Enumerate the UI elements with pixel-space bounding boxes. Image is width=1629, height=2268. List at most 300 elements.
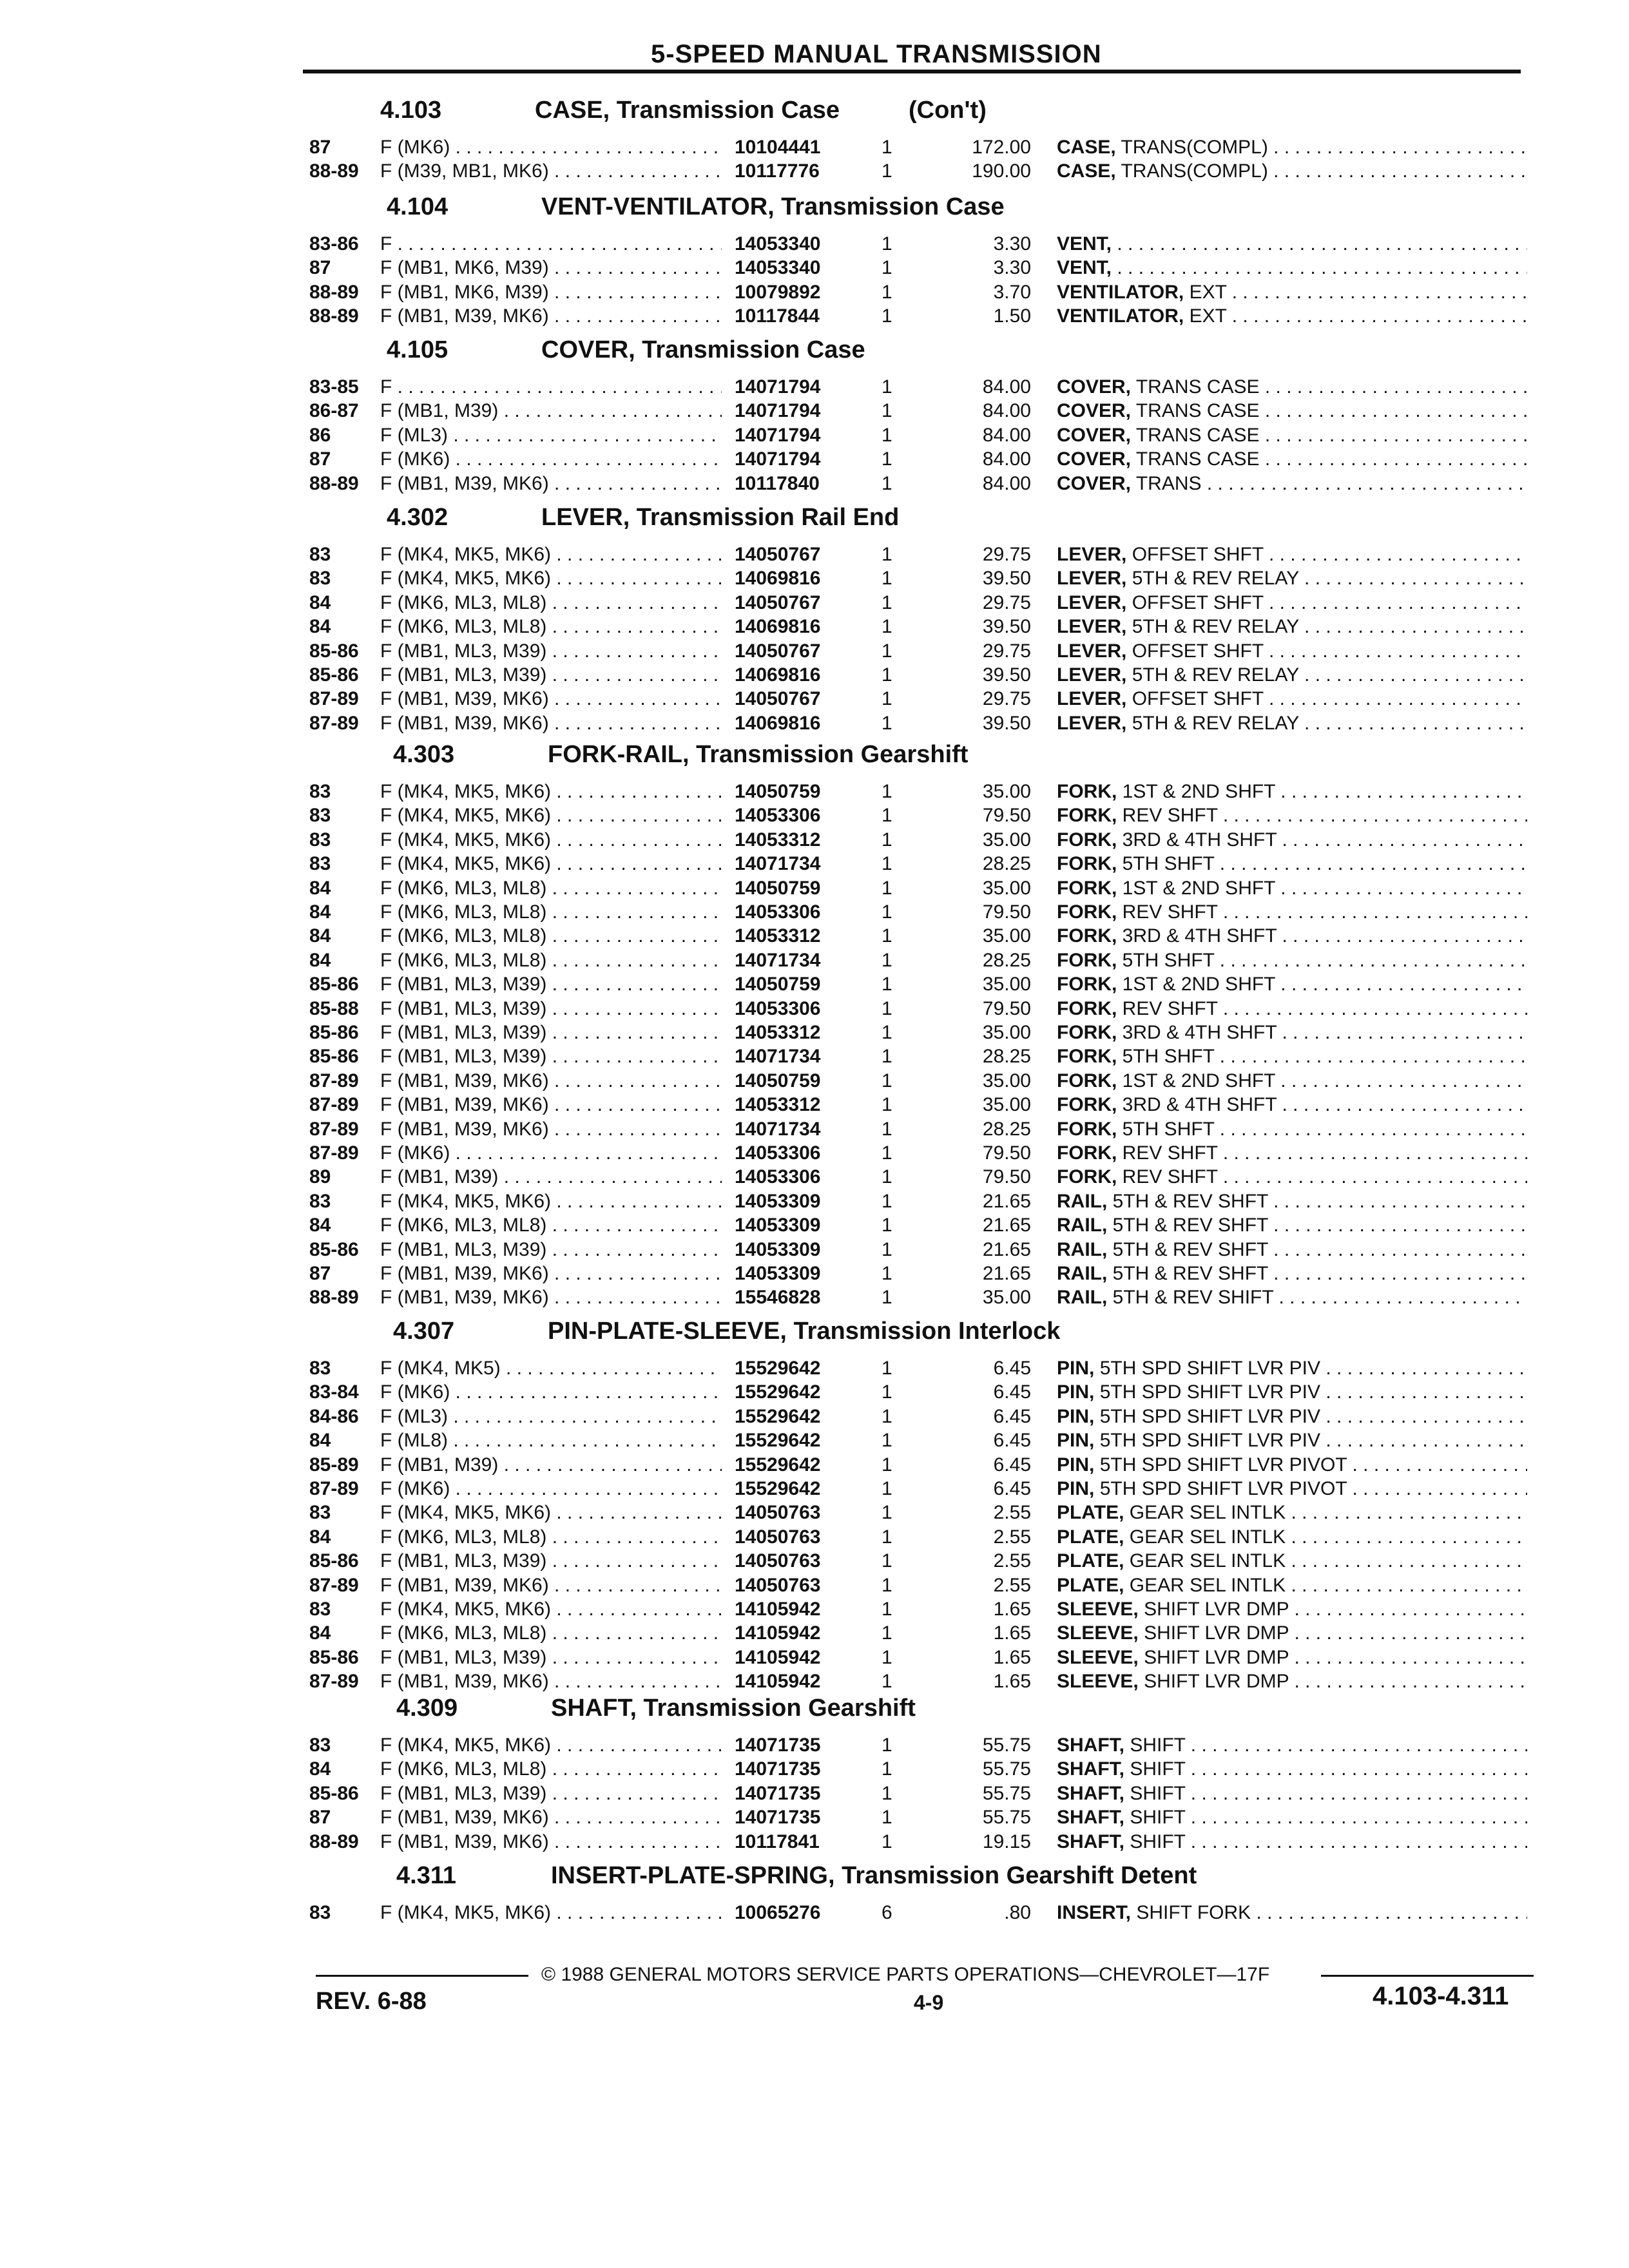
quantity: 1 [882, 1191, 892, 1212]
description-name: RAIL, [1057, 1287, 1108, 1308]
model-year: 85-89 [309, 1454, 359, 1475]
model-year: 83 [309, 781, 331, 802]
model-applicability: F (MB1, M39, MK6) . . . [380, 688, 722, 710]
part-description [1057, 1647, 1527, 1669]
parts-row [0, 568, 1629, 591]
section-code: 4.104 [387, 193, 448, 220]
model-year: 84 [309, 1526, 331, 1548]
description-name: SHAFT, [1057, 1807, 1124, 1828]
list-price: 35.00 [982, 1287, 1031, 1308]
quantity: 1 [882, 1478, 892, 1499]
model-year: 83 [309, 853, 331, 874]
parts-row [0, 1406, 1629, 1429]
part-description [1057, 1783, 1527, 1805]
parts-row [0, 1575, 1629, 1598]
quantity: 1 [882, 160, 892, 182]
quantity: 1 [882, 1430, 892, 1451]
part-description [1057, 233, 1527, 255]
model-applicability: F (MK6, ML3, ML8) . . . [380, 616, 722, 638]
description-name: COVER, [1057, 400, 1132, 421]
list-price: 79.50 [982, 901, 1031, 923]
parts-row [0, 974, 1629, 997]
section-title: VENT-VENTILATOR, Transmission Case [541, 193, 1005, 220]
parts-row [0, 1735, 1629, 1758]
parts-row [0, 160, 1629, 184]
part-number: 15529642 [735, 1454, 821, 1475]
description-detail: GEAR SEL INTLK [1129, 1550, 1286, 1571]
description-detail: REV SHFT [1122, 805, 1218, 826]
model-applicability: F (MK6, ML3, ML8) . . . [380, 1622, 722, 1644]
model-year: 84 [309, 1622, 331, 1644]
part-number: 14050767 [735, 688, 821, 709]
part-description [1057, 664, 1527, 686]
description-name: LEVER, [1057, 664, 1127, 686]
model-year: 87-89 [309, 1478, 359, 1499]
description-name: FORK, [1057, 1046, 1117, 1067]
parts-row [0, 664, 1629, 687]
model-applicability: F (MB1, M39, MK6) . . . [380, 1831, 722, 1853]
description-detail: 5TH SHFT [1122, 1046, 1215, 1067]
list-price: 29.75 [982, 544, 1031, 565]
model-year: 87 [309, 1807, 331, 1828]
description-detail: GEAR SEL INTLK [1129, 1502, 1286, 1523]
parts-row [0, 1831, 1629, 1854]
model-applicability: F (MB1, MK6, M39) . . . [380, 282, 722, 303]
page-title: 5-SPEED MANUAL TRANSMISSION [651, 40, 1102, 68]
quantity: 1 [882, 1287, 892, 1308]
part-description [1057, 282, 1527, 303]
model-applicability: F (MB1, ML3, M39) . . . [380, 998, 722, 1020]
list-price: 84.00 [982, 376, 1031, 398]
list-price: 35.00 [982, 925, 1031, 947]
model-applicability: F (MK4, MK5) . . . [380, 1358, 722, 1379]
quantity: 1 [882, 1406, 892, 1427]
quantity: 1 [882, 137, 892, 158]
list-price: 3.30 [993, 257, 1031, 278]
model-year: 84 [309, 616, 331, 637]
part-description [1057, 1381, 1527, 1403]
quantity: 1 [882, 950, 892, 971]
part-number: 10079892 [735, 282, 821, 303]
parts-row [0, 1758, 1629, 1782]
model-applicability: F (MB1, ML3, M39) . . . [380, 1550, 722, 1572]
list-price: 39.50 [982, 616, 1031, 637]
model-year: 85-86 [309, 1239, 359, 1260]
description-detail: SHIFT [1130, 1831, 1186, 1852]
part-description [1057, 1070, 1527, 1092]
part-description [1057, 998, 1527, 1020]
part-number: 14071734 [735, 1046, 821, 1067]
list-price: 79.50 [982, 1166, 1031, 1187]
description-name: INSERT, [1057, 1902, 1132, 1923]
list-price: 35.00 [982, 878, 1031, 899]
description-detail: EXT [1189, 282, 1227, 303]
description-name: PIN, [1057, 1454, 1095, 1475]
quantity: 1 [882, 1758, 892, 1780]
parts-row [0, 1783, 1629, 1806]
parts-row [0, 1622, 1629, 1646]
model-applicability: F (ML3) . . . [380, 425, 722, 447]
list-price: 29.75 [982, 640, 1031, 662]
list-price: 6.45 [993, 1454, 1031, 1475]
part-description [1057, 1599, 1527, 1620]
description-name: PLATE, [1057, 1550, 1124, 1571]
parts-row [0, 257, 1629, 280]
part-number: 14053309 [735, 1263, 821, 1284]
description-detail: 3RD & 4TH SHFT [1122, 1022, 1277, 1043]
description-detail: TRANS CASE [1135, 376, 1260, 398]
description-name: PIN, [1057, 1478, 1095, 1499]
part-number: 14053306 [735, 805, 821, 826]
description-detail: 5TH SPD SHIFT LVR PIV [1099, 1358, 1321, 1379]
part-description [1057, 257, 1527, 279]
model-applicability: F (MK6) . . . [380, 137, 722, 159]
description-detail: 5TH & REV SHFT [1112, 1215, 1268, 1236]
model-year: 84 [309, 925, 331, 947]
part-number: 14105942 [735, 1599, 821, 1620]
part-description [1057, 878, 1527, 899]
model-applicability: F (MK6) . . . [380, 1142, 722, 1164]
description-detail: 5TH & REV RELAY [1132, 713, 1299, 734]
list-price: 55.75 [982, 1735, 1031, 1756]
parts-row [0, 713, 1629, 736]
part-description [1057, 1430, 1527, 1452]
list-price: 3.70 [993, 282, 1031, 303]
quantity: 1 [882, 544, 892, 565]
list-price: 2.55 [993, 1526, 1031, 1548]
parts-row [0, 1166, 1629, 1189]
section-code: 4.302 [387, 504, 448, 531]
part-number: 14050759 [735, 1070, 821, 1091]
model-year: 88-89 [309, 1287, 359, 1308]
model-applicability: F (MK4, MK5, MK6) . . . [380, 1735, 722, 1756]
model-applicability: F (MK6) . . . [380, 448, 722, 470]
part-number: 14053309 [735, 1239, 821, 1260]
description-detail: GEAR SEL INTLK [1129, 1575, 1286, 1596]
description-name: RAIL, [1057, 1263, 1108, 1284]
quantity: 1 [882, 1070, 892, 1091]
description-name: COVER, [1057, 425, 1132, 446]
parts-row [0, 1022, 1629, 1045]
model-applicability: F (MK4, MK5, MK6) . . . [380, 1191, 722, 1213]
model-applicability: F (MK4, MK5, MK6) . . . [380, 805, 722, 827]
model-year: 87-89 [309, 1119, 359, 1140]
list-price: 84.00 [982, 448, 1031, 470]
quantity: 1 [882, 473, 892, 494]
section-title: FORK-RAIL, Transmission Gearshift [548, 741, 969, 768]
model-year: 87 [309, 257, 331, 278]
model-applicability: F (MK4, MK5, MK6) . . . [380, 1599, 722, 1620]
description-detail: REV SHFT [1122, 1166, 1218, 1187]
description-detail: OFFSET SHFT [1132, 688, 1264, 709]
model-applicability: F (MB1, M39, MK6) . . . [380, 1287, 722, 1309]
part-number: 14050759 [735, 878, 821, 899]
description-name: CASE, [1057, 160, 1116, 182]
description-name: PLATE, [1057, 1526, 1124, 1548]
parts-row [0, 473, 1629, 496]
part-number: 14105942 [735, 1647, 821, 1668]
model-applicability: F (M39, MB1, MK6) . . . [380, 160, 722, 182]
description-name: VENT, [1057, 233, 1112, 255]
parts-row [0, 448, 1629, 472]
footer-rule-right [1321, 1975, 1534, 1977]
model-applicability: F (MB1, M39, MK6) . . . [380, 1671, 722, 1693]
quantity: 1 [882, 1575, 892, 1596]
part-number: 14053309 [735, 1191, 821, 1212]
description-detail: 5TH SPD SHIFT LVR PIVOT [1099, 1454, 1347, 1475]
part-number: 10117841 [735, 1831, 820, 1852]
part-description [1057, 1191, 1527, 1213]
description-detail: SHIFT LVR DMP [1144, 1647, 1289, 1668]
part-number: 14069816 [735, 616, 821, 637]
model-year: 87-89 [309, 713, 359, 734]
quantity: 1 [882, 1119, 892, 1140]
header-rule [303, 70, 1521, 73]
list-price: 29.75 [982, 688, 1031, 709]
part-description [1057, 544, 1527, 566]
part-number: 10117840 [735, 473, 820, 494]
description-name: COVER, [1057, 448, 1132, 470]
model-year: 87 [309, 1263, 331, 1284]
description-name: SLEEVE, [1057, 1647, 1139, 1668]
part-number: 14053312 [735, 829, 821, 850]
description-detail: OFFSET SHFT [1132, 640, 1264, 662]
description-detail: 5TH SPD SHIFT LVR PIV [1099, 1430, 1321, 1451]
description-name: FORK, [1057, 878, 1117, 899]
list-price: 28.25 [982, 853, 1031, 874]
model-year: 87-89 [309, 688, 359, 709]
part-description [1057, 1575, 1527, 1597]
list-price: 1.65 [993, 1599, 1031, 1620]
part-description [1057, 1358, 1527, 1379]
description-name: LEVER, [1057, 640, 1127, 662]
description-name: FORK, [1057, 950, 1117, 971]
model-year: 83-84 [309, 1381, 359, 1403]
description-name: LEVER, [1057, 688, 1127, 709]
part-description [1057, 1454, 1527, 1476]
model-year: 84 [309, 878, 331, 899]
model-applicability: F (MB1, ML3, M39) . . . [380, 1783, 722, 1805]
part-description [1057, 400, 1527, 422]
part-number: 14053306 [735, 1166, 821, 1187]
parts-row [0, 616, 1629, 639]
description-detail: REV SHFT [1122, 901, 1218, 923]
model-applicability: F (MB1, M39) . . . [380, 1166, 722, 1188]
description-detail: TRANS CASE [1135, 448, 1260, 470]
footer-copyright: © 1988 GENERAL MOTORS SERVICE PARTS OPERATIONS—CHEVROLET—17F [541, 1964, 1270, 1985]
parts-row [0, 998, 1629, 1021]
quantity: 1 [882, 1381, 892, 1403]
description-detail: 5TH SHFT [1122, 1119, 1215, 1140]
description-name: COVER, [1057, 376, 1132, 398]
part-description [1057, 1671, 1527, 1693]
parts-row [0, 592, 1629, 615]
section-title: CASE, Transmission Case [535, 97, 840, 124]
part-number: 14050767 [735, 592, 821, 613]
model-applicability: F . . . [380, 233, 722, 255]
parts-row [0, 1263, 1629, 1286]
model-applicability: F (MK6, ML3, ML8) . . . [380, 592, 722, 614]
part-number: 14050763 [735, 1575, 821, 1596]
model-applicability: F (MB1, ML3, M39) . . . [380, 1647, 722, 1669]
parts-row [0, 1142, 1629, 1166]
model-year: 85-86 [309, 640, 359, 662]
model-year: 88-89 [309, 282, 359, 303]
description-name: VENT, [1057, 257, 1112, 278]
part-description [1057, 568, 1527, 590]
quantity: 1 [882, 925, 892, 947]
description-detail: TRANS(COMPL) [1121, 160, 1268, 182]
section-range: 4.103-4.311 [1373, 1982, 1509, 2010]
list-price: 19.15 [982, 1831, 1031, 1852]
description-detail: SHIFT [1130, 1735, 1186, 1756]
part-description [1057, 901, 1527, 923]
description-detail: SHIFT [1130, 1758, 1186, 1780]
list-price: 1.65 [993, 1671, 1031, 1692]
quantity: 1 [882, 974, 892, 995]
part-description [1057, 616, 1527, 638]
model-year: 85-86 [309, 664, 359, 686]
model-applicability: F (MK6) . . . [380, 1478, 722, 1500]
list-price: 55.75 [982, 1758, 1031, 1780]
part-description [1057, 1094, 1527, 1116]
model-applicability: F (MK6, ML3, ML8) . . . [380, 1526, 722, 1548]
section-title: PIN-PLATE-SLEEVE, Transmission Interlock [548, 1318, 1061, 1345]
quantity: 1 [882, 233, 892, 255]
model-year: 87-89 [309, 1671, 359, 1692]
part-number: 14053309 [735, 1215, 821, 1236]
part-number: 14053306 [735, 901, 821, 923]
section-code: 4.103 [380, 97, 442, 124]
part-number: 14071734 [735, 950, 821, 971]
list-price: 39.50 [982, 568, 1031, 589]
part-description [1057, 853, 1527, 875]
quantity: 1 [882, 448, 892, 470]
model-applicability: F (MB1, M39) . . . [380, 1454, 722, 1476]
model-year: 87-89 [309, 1070, 359, 1091]
part-number: 14053306 [735, 1142, 821, 1164]
description-detail: SHIFT [1130, 1783, 1186, 1804]
part-description [1057, 805, 1527, 827]
part-description [1057, 448, 1527, 470]
description-name: RAIL, [1057, 1215, 1108, 1236]
part-description [1057, 829, 1527, 851]
description-name: FORK, [1057, 998, 1117, 1019]
parts-row [0, 376, 1629, 399]
part-number: 15529642 [735, 1406, 821, 1427]
quantity: 1 [882, 640, 892, 662]
parts-row [0, 1526, 1629, 1550]
description-detail: 3RD & 4TH SHFT [1122, 829, 1277, 850]
model-year: 87 [309, 448, 331, 470]
part-number: 14050759 [735, 974, 821, 995]
description-name: SLEEVE, [1057, 1622, 1139, 1644]
list-price: 6.45 [993, 1478, 1031, 1499]
quantity: 1 [882, 1622, 892, 1644]
description-name: PIN, [1057, 1381, 1095, 1403]
list-price: 35.00 [982, 781, 1031, 802]
list-price: 84.00 [982, 400, 1031, 421]
list-price: 28.25 [982, 1119, 1031, 1140]
list-price: 1.65 [993, 1647, 1031, 1668]
description-name: COVER, [1057, 473, 1132, 494]
description-detail: TRANS(COMPL) [1121, 137, 1268, 158]
model-applicability: F (MK6, ML3, ML8) . . . [380, 925, 722, 947]
description-name: SHAFT, [1057, 1831, 1124, 1852]
section-title: LEVER, Transmission Rail End [541, 504, 900, 531]
part-number: 14050767 [735, 544, 821, 565]
description-name: LEVER, [1057, 544, 1127, 565]
description-detail: GEAR SEL INTLK [1129, 1526, 1286, 1548]
part-number: 14050767 [735, 640, 821, 662]
model-applicability: F (MB1, M39, MK6) . . . [380, 713, 722, 735]
part-number: 14071735 [735, 1735, 821, 1756]
parts-row [0, 1430, 1629, 1453]
quantity: 1 [882, 998, 892, 1019]
section-code: 4.307 [393, 1318, 455, 1345]
part-number: 14053312 [735, 1094, 821, 1115]
quantity: 1 [882, 1454, 892, 1475]
model-year: 83-85 [309, 376, 359, 398]
description-name: FORK, [1057, 1070, 1117, 1091]
section-code: 4.105 [387, 336, 448, 363]
part-description [1057, 1807, 1527, 1829]
model-year: 88-89 [309, 305, 359, 327]
part-number: 14053340 [735, 233, 821, 255]
part-description [1057, 1478, 1527, 1500]
description-detail: 1ST & 2ND SHFT [1122, 1070, 1275, 1091]
list-price: 79.50 [982, 805, 1031, 826]
quantity: 1 [882, 1807, 892, 1828]
description-detail: EXT [1189, 305, 1227, 327]
description-detail: 5TH & REV SHFT [1112, 1191, 1268, 1212]
description-name: SHAFT, [1057, 1758, 1124, 1780]
part-number: 14105942 [735, 1622, 821, 1644]
description-name: PIN, [1057, 1358, 1095, 1379]
model-applicability: F (MB1, M39, MK6) . . . [380, 1807, 722, 1829]
parts-row [0, 781, 1629, 804]
quantity: 1 [882, 1735, 892, 1756]
parts-row [0, 901, 1629, 925]
parts-row [0, 1215, 1629, 1238]
quantity: 1 [882, 878, 892, 899]
list-price: 6.45 [993, 1358, 1031, 1379]
part-number: 10117844 [735, 305, 820, 327]
list-price: 55.75 [982, 1783, 1031, 1804]
model-year: 83 [309, 1191, 331, 1212]
part-number: 15546828 [735, 1287, 821, 1308]
list-price: 28.25 [982, 950, 1031, 971]
model-year: 85-88 [309, 998, 359, 1019]
parts-row [0, 1478, 1629, 1501]
parts-row [0, 282, 1629, 305]
model-year: 88-89 [309, 160, 359, 182]
description-name: VENTILATOR, [1057, 282, 1184, 303]
parts-row [0, 1239, 1629, 1262]
parts-row [0, 1647, 1629, 1670]
part-number: 14069816 [735, 568, 821, 589]
model-applicability: F . . . [380, 376, 722, 398]
model-applicability: F (MB1, ML3, M39) . . . [380, 664, 722, 686]
part-number: 14071734 [735, 1119, 821, 1140]
description-detail: 5TH SHFT [1122, 853, 1215, 874]
quantity: 1 [882, 1094, 892, 1115]
parts-row [0, 1502, 1629, 1525]
quantity: 1 [882, 1022, 892, 1043]
description-detail: SHIFT LVR DMP [1144, 1671, 1289, 1692]
model-year: 87-89 [309, 1575, 359, 1596]
part-number: 14053340 [735, 257, 821, 278]
